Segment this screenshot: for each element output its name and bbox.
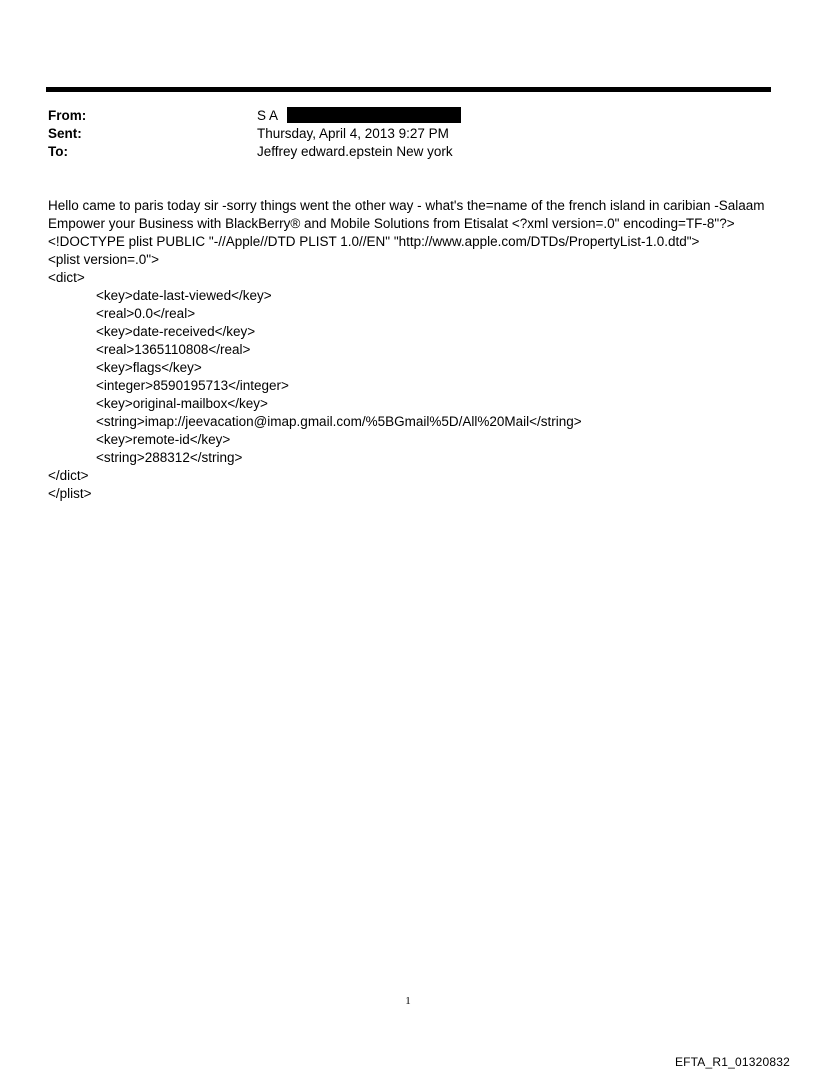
body-line: <real>1365110808</real> (96, 342, 251, 357)
body-line: <key>original-mailbox</key> (96, 396, 268, 411)
body-line: Empower your Business with BlackBerry® and Mobile Solutions from Etisalat <?xml version=.0" encoding=TF-8"?> (48, 216, 735, 231)
header-rule (46, 87, 771, 92)
body-line: <dict> (48, 270, 85, 285)
body-line: <key>remote-id</key> (96, 432, 231, 447)
body-line: <string>288312</string> (96, 450, 243, 465)
sent-value: Thursday, April 4, 2013 9:27 PM (257, 126, 449, 141)
body-line: <real>0.0</real> (96, 306, 196, 321)
body-line: <plist version=.0"> (48, 252, 159, 267)
redaction-box (287, 107, 461, 123)
to-label: To: (48, 144, 68, 159)
body-line: <integer>8590195713</integer> (96, 378, 289, 393)
page-number: 1 (405, 995, 411, 1007)
body-line: </dict> (48, 468, 89, 483)
from-value (257, 107, 461, 125)
body-line: <!DOCTYPE plist PUBLIC "-//Apple//DTD PLIST 1.0//EN" "http://www.apple.com/DTDs/PropertyList-1.0.dtd"> (48, 234, 700, 249)
body-line: <key>date-received</key> (96, 324, 256, 339)
body-line: <key>flags</key> (96, 360, 202, 375)
body-line: </plist> (48, 486, 92, 501)
sent-label: Sent: (48, 126, 82, 141)
email-body (48, 197, 778, 503)
body-line: <key>date-last-viewed</key> (96, 288, 272, 303)
from-label: From: (48, 108, 87, 123)
to-value: Jeffrey edward.epstein New york (257, 144, 453, 159)
body-line: Hello came to paris today sir -sorry things went the other way - what's the=name of the french island in caribian -Salaam (48, 198, 765, 213)
body-line: <string>imap://jeevacation@imap.gmail.com/%5BGmail%5D/All%20Mail</string> (96, 414, 582, 429)
from-name: S A (257, 108, 279, 123)
document-id: EFTA_R1_01320832 (674, 1055, 790, 1069)
